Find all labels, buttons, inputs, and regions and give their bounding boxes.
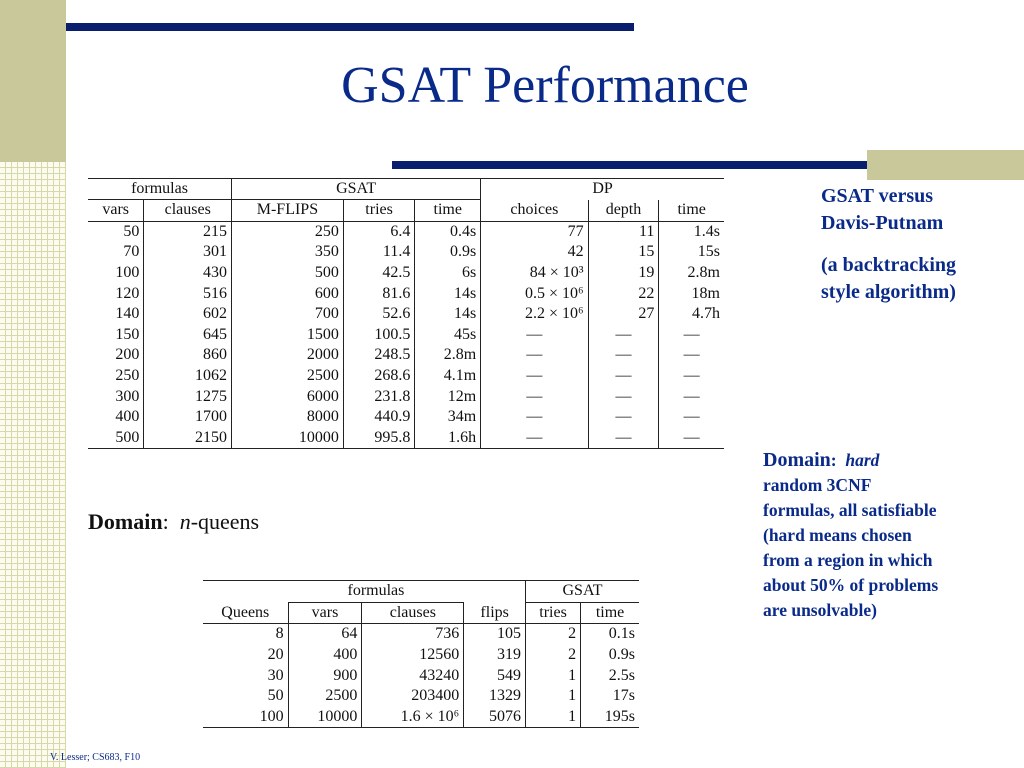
table-cell: 301	[144, 242, 232, 263]
slide-title: GSAT Performance	[341, 57, 749, 114]
table-cell: 1.6 × 10⁶	[362, 707, 464, 728]
side-line: Davis-Putnam	[821, 212, 944, 234]
table-row	[88, 242, 724, 263]
table-cell: 10000	[232, 428, 344, 449]
col-tries: tries	[343, 200, 414, 222]
col-time: time	[415, 200, 481, 222]
col-choices: choices	[481, 200, 588, 222]
col-vars-2: vars	[288, 602, 362, 624]
table-cell: 6.4	[343, 221, 414, 242]
table-cell: —	[588, 325, 659, 346]
table-cell: 0.1s	[581, 624, 639, 645]
table-cell: 500	[88, 428, 144, 449]
table-cell: 19	[588, 263, 659, 284]
side-domain-description	[763, 448, 1013, 623]
table-cell: 0.9s	[415, 242, 481, 263]
group-formulas-2: formulas	[288, 581, 464, 603]
table-cell: 14s	[415, 283, 481, 304]
side-caption-1	[821, 183, 1011, 237]
table-cell: 602	[144, 304, 232, 325]
side-line: (hard means chosen	[763, 525, 912, 545]
col-tries-2: tries	[526, 602, 581, 624]
footer-credit: V. Lesser; CS683, F10	[50, 752, 141, 763]
table-cell: 15	[588, 242, 659, 263]
table-cell: 11	[588, 221, 659, 242]
domain-word: Domain	[88, 509, 163, 534]
side-line: are unsolvable)	[763, 600, 877, 620]
table-row	[203, 645, 639, 666]
table-cell: 400	[115, 408, 140, 426]
table-cell: 14s	[415, 304, 481, 325]
table-cell: 2.2 × 10⁶	[481, 304, 588, 325]
table-cell: 250	[232, 221, 344, 242]
table-cell: —	[588, 366, 659, 387]
table-cell: 500	[232, 263, 344, 284]
table-cell: 22	[588, 283, 659, 304]
table-row	[88, 386, 724, 407]
table-cell: 440.9	[343, 407, 414, 428]
group-empty	[203, 581, 288, 603]
table-cell: 12560	[362, 645, 464, 666]
table-cell: 15s	[659, 242, 724, 263]
col-mflips: M-FLIPS	[232, 200, 344, 222]
col-queens: Queens	[203, 602, 288, 624]
table-cell: 2	[526, 624, 581, 645]
table-cell: 100	[203, 707, 288, 728]
table-cell: 549	[464, 665, 526, 686]
table-cell: 2000	[232, 345, 344, 366]
table-cell: 1.6h	[415, 428, 481, 449]
table-cell: 100.5	[343, 325, 414, 346]
table-cell: 350	[232, 242, 344, 263]
table-row	[203, 707, 639, 728]
table-cell: 2.8m	[659, 263, 724, 284]
table-cell: 400	[288, 645, 362, 666]
table-cell: 77	[481, 221, 588, 242]
table-row	[88, 366, 724, 387]
table-cell: 20	[267, 646, 284, 664]
top-rule	[66, 23, 634, 31]
table-cell: 8	[275, 625, 284, 643]
table-cell: —	[588, 386, 659, 407]
table-cell: —	[481, 407, 588, 428]
table-cell: 268.6	[343, 366, 414, 387]
col-depth: depth	[588, 200, 659, 222]
table-cell: —	[481, 345, 588, 366]
group-empty-2	[464, 581, 526, 603]
table-cell: 11.4	[343, 242, 414, 263]
table-cell: 81.6	[343, 283, 414, 304]
gsat-vs-dp-table	[88, 178, 724, 449]
queens-word: -queens	[190, 509, 260, 534]
table-cell: 2500	[232, 366, 344, 387]
table-cell: —	[659, 386, 724, 407]
side-line: (a backtracking	[821, 254, 956, 276]
side-line: random 3CNF	[763, 475, 872, 495]
table-cell: 600	[232, 283, 344, 304]
table-cell: 203400	[362, 686, 464, 707]
side-domain-colon: :	[830, 450, 837, 470]
table-cell: 50	[267, 687, 284, 705]
table-cell: —	[659, 366, 724, 387]
table-cell: 8000	[232, 407, 344, 428]
table-cell: 0.9s	[581, 645, 639, 666]
table-cell: 1700	[144, 407, 232, 428]
table-cell: 42	[481, 242, 588, 263]
table-cell: 43240	[362, 665, 464, 686]
side-domain-heading	[763, 448, 1013, 473]
table-cell: 45s	[415, 325, 481, 346]
table-row	[88, 428, 724, 449]
table-row	[88, 407, 724, 428]
col-time-2: time	[581, 602, 639, 624]
table-cell: 18m	[659, 283, 724, 304]
domain-queens-label	[88, 509, 259, 535]
table-cell: 2	[526, 645, 581, 666]
table-cell: 10000	[288, 707, 362, 728]
side-line: style algorithm)	[821, 281, 956, 303]
table-cell: 200	[115, 346, 140, 364]
side-line: about 50% of problems	[763, 575, 939, 595]
table-row	[88, 345, 724, 366]
table-cell: 5076	[464, 707, 526, 728]
table-row	[203, 624, 639, 645]
table-row	[88, 221, 724, 242]
side-line: formulas, all satisfiable	[763, 500, 937, 520]
table-cell: 430	[144, 263, 232, 284]
table-cell: 248.5	[343, 345, 414, 366]
table-cell: 6000	[232, 386, 344, 407]
table-cell: —	[481, 366, 588, 387]
table-cell: 4.7h	[659, 304, 724, 325]
table-cell: 30	[267, 666, 284, 684]
table-cell: —	[481, 428, 588, 449]
table-cell: —	[659, 345, 724, 366]
table-cell: 2.8m	[415, 345, 481, 366]
table-cell: 1	[526, 665, 581, 686]
table-cell: 84 × 10³	[481, 263, 588, 284]
table-cell: 215	[144, 221, 232, 242]
n-variable: n	[179, 509, 191, 534]
side-caption-2	[821, 252, 1011, 306]
table-cell: 17s	[581, 686, 639, 707]
table-cell: 42.5	[343, 263, 414, 284]
col-vars: vars	[102, 201, 129, 219]
table-cell: 1329	[464, 686, 526, 707]
side-line: GSAT versus	[821, 185, 934, 207]
side-domain-word: Domain	[763, 449, 831, 471]
table-cell: 900	[288, 665, 362, 686]
table-cell: 995.8	[343, 428, 414, 449]
group-dp: DP	[481, 179, 724, 200]
col-clauses: clauses	[144, 200, 232, 222]
table-cell: 70	[123, 243, 140, 261]
table-cell: 150	[115, 325, 140, 343]
table-row	[88, 263, 724, 284]
group-gsat: GSAT	[232, 179, 481, 200]
table-cell: 1062	[144, 366, 232, 387]
table-cell: 12m	[415, 386, 481, 407]
table-cell: 1	[526, 686, 581, 707]
table-cell: 0.4s	[415, 221, 481, 242]
table-cell: 34m	[415, 407, 481, 428]
side-line: from a region in which	[763, 550, 933, 570]
n-queens-table	[203, 580, 639, 728]
table-cell: 736	[362, 624, 464, 645]
table-cell: 1500	[232, 325, 344, 346]
table-row	[203, 686, 639, 707]
table-cell: 100	[115, 264, 140, 282]
table-cell: 195s	[581, 707, 639, 728]
group-gsat-2: GSAT	[526, 581, 639, 603]
table-cell: —	[481, 386, 588, 407]
table-cell: 1	[526, 707, 581, 728]
table-cell: 105	[464, 624, 526, 645]
table-cell: 1275	[144, 386, 232, 407]
table-row	[88, 304, 724, 325]
table-cell: 140	[115, 305, 140, 323]
col-dp-time: time	[659, 200, 724, 222]
table-cell: 700	[232, 304, 344, 325]
table-cell: 120	[115, 284, 140, 302]
table-cell: 2500	[288, 686, 362, 707]
table-cell: 2150	[144, 428, 232, 449]
table-cell: 516	[144, 283, 232, 304]
table-cell: 6s	[415, 263, 481, 284]
table-cell: 250	[115, 367, 140, 385]
table-cell: 0.5 × 10⁶	[481, 283, 588, 304]
table-cell: 319	[464, 645, 526, 666]
table-cell: —	[659, 428, 724, 449]
table-cell: 2.5s	[581, 665, 639, 686]
domain-colon: :	[162, 509, 169, 534]
decorative-block-right	[867, 150, 1024, 180]
group-formulas: formulas	[88, 179, 232, 200]
table-cell: 860	[144, 345, 232, 366]
table-cell: —	[481, 325, 588, 346]
table-cell: 300	[115, 387, 140, 405]
table-row	[88, 283, 724, 304]
table-cell: —	[659, 407, 724, 428]
table-cell: 64	[288, 624, 362, 645]
table-cell: 231.8	[343, 386, 414, 407]
table-cell: —	[588, 345, 659, 366]
table-cell: —	[588, 407, 659, 428]
table-cell: —	[588, 428, 659, 449]
table-row	[88, 325, 724, 346]
middle-rule	[392, 161, 867, 169]
table-cell: —	[659, 325, 724, 346]
table-cell: 4.1m	[415, 366, 481, 387]
hard-word: hard	[845, 450, 880, 470]
col-flips: flips	[464, 602, 526, 624]
table-cell: 27	[588, 304, 659, 325]
table-cell: 50	[123, 222, 140, 240]
table-row	[203, 665, 639, 686]
table-cell: 1.4s	[659, 221, 724, 242]
table-cell: 645	[144, 325, 232, 346]
table-cell: 52.6	[343, 304, 414, 325]
col-clauses-2: clauses	[362, 602, 464, 624]
